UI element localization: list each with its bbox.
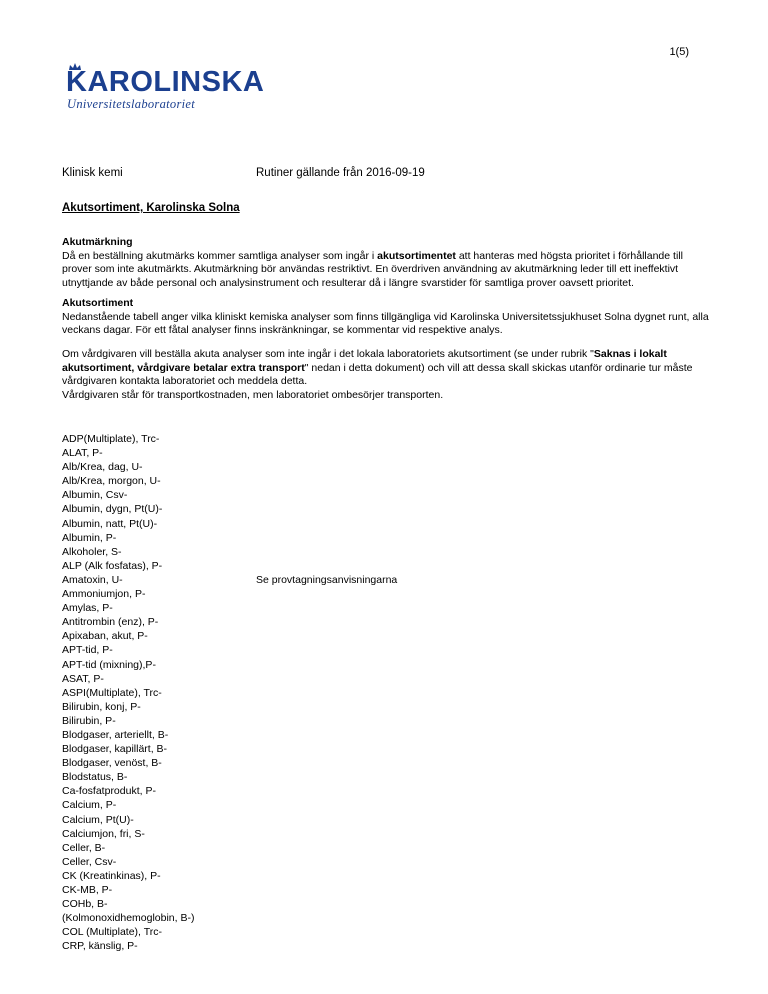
list-item [62, 897, 702, 911]
section-heading: Akutsortiment [62, 297, 134, 309]
list-item [62, 517, 702, 531]
list-item [62, 545, 702, 559]
analysis-name: Albumin, dygn, Pt(U)- [62, 503, 163, 516]
analysis-list [62, 432, 702, 953]
analysis-name: Albumin, natt, Pt(U)- [62, 517, 158, 530]
logo-name: KAROLINSKA [66, 66, 265, 98]
list-item [62, 742, 702, 756]
list-item [62, 672, 702, 686]
analysis-name: Amylas, P- [62, 602, 113, 615]
list-item [62, 446, 702, 460]
page-number: 1(5) [669, 46, 689, 58]
analysis-name: Blodgaser, arteriellt, B- [62, 728, 169, 741]
analysis-name: Calciumjon, fri, S- [62, 827, 145, 840]
karolinska-logo [66, 62, 306, 112]
list-item [62, 925, 702, 939]
list-item [62, 615, 702, 629]
analysis-name: ALAT, P- [62, 447, 103, 460]
analysis-name: CRP, känslig, P- [62, 940, 138, 953]
list-item [62, 686, 702, 700]
list-item [62, 827, 702, 841]
transport-text: Vårdgivaren står för transportkostnaden, men laboratoriet ombesörjer transporten. [62, 388, 444, 401]
list-item [62, 502, 702, 516]
list-item [62, 643, 702, 657]
analysis-name: ADP(Multiplate), Trc- [62, 433, 160, 445]
section-text: Nedanstående tabell anger vilka kliniskt kemiska analyser som finns tillgängliga vid Karolinska Universitetssjukhuset Solna dygnet runt, alla veckans dagar. För ett fåtal analyser finns inskränkningar, se kommentar vid respektive analys. [62, 310, 709, 336]
list-item [62, 756, 702, 770]
list-item [62, 573, 702, 587]
analysis-name: Blodgaser, venöst, B- [62, 757, 162, 770]
list-item [62, 841, 702, 855]
list-item [62, 714, 702, 728]
section-akutsortiment [62, 297, 712, 338]
analysis-name: Blodgaser, kapillärt, B- [62, 743, 168, 756]
list-item [62, 601, 702, 615]
analysis-name: COL (Multiplate), Trc- [62, 926, 162, 939]
analysis-name: APT-tid, P- [62, 644, 113, 657]
analysis-name: Alkoholer, S- [62, 545, 122, 558]
list-item [62, 658, 702, 672]
analysis-name: Albumin, Csv- [62, 489, 128, 502]
analysis-name: Bilirubin, P- [62, 714, 116, 727]
analysis-name: Bilirubin, konj, P- [62, 700, 141, 713]
analysis-name: Albumin, P- [62, 531, 117, 544]
list-item [62, 883, 702, 897]
analysis-name: COHb, B- [62, 898, 108, 911]
list-item [62, 460, 702, 474]
list-item [62, 587, 702, 601]
list-item [62, 770, 702, 784]
document-title: Akutsortiment, Karolinska Solna [62, 202, 240, 214]
list-item [62, 432, 702, 446]
analysis-name: Antitrombin (enz), P- [62, 616, 159, 629]
analysis-name: ASPI(Multiplate), Trc- [62, 686, 162, 699]
analysis-name: Alb/Krea, dag, U- [62, 461, 143, 474]
section-text: Då en beställning akutmärks kommer samtliga analyser som ingår i akutsortimentet att hanteras med högsta prioritet i förhållande till prover som inte akutmärkts. Akutmärkning bör användas restriktivt. En överdriven användning av akutmärkning leder till ett ineffektivt utnyttjande av både personal och analysinstrument och resulterar då i längre svarstider för samtliga prover oavsett prioritet. [62, 249, 683, 289]
list-item [62, 784, 702, 798]
list-item [62, 911, 702, 925]
list-item [62, 939, 702, 953]
list-item [62, 700, 702, 714]
analysis-name: Celler, B- [62, 841, 106, 854]
analysis-comment: Se provtagningsanvisningarna [256, 573, 398, 586]
analysis-name: Alb/Krea, morgon, U- [62, 475, 161, 488]
list-item [62, 855, 702, 869]
list-item [62, 629, 702, 643]
analysis-name: Calcium, P- [62, 799, 117, 812]
analysis-name: Celler, Csv- [62, 855, 117, 868]
section-ordering [62, 348, 712, 402]
analysis-name: Ca-fosfatprodukt, P- [62, 785, 156, 798]
routines-date: Rutiner gällande från 2016-09-19 [256, 167, 425, 179]
analysis-name: Ammoniumjon, P- [62, 588, 146, 601]
list-item [62, 559, 702, 573]
analysis-name: CK (Kreatinkinas), P- [62, 869, 161, 882]
section-akutmarkning [62, 236, 712, 290]
analysis-name: Blodstatus, B- [62, 771, 128, 784]
list-item [62, 488, 702, 502]
list-item [62, 531, 702, 545]
list-item [62, 728, 702, 742]
analysis-name: (Kolmonoxidhemoglobin, B-) [62, 912, 195, 925]
department: Klinisk kemi [62, 167, 123, 179]
analysis-name: Amatoxin, U- [62, 573, 123, 586]
analysis-name: CK-MB, P- [62, 884, 113, 896]
list-item [62, 798, 702, 812]
analysis-name: Calcium, Pt(U)- [62, 813, 134, 826]
list-item [62, 869, 702, 883]
section-heading: Akutmärkning [62, 236, 133, 248]
analysis-name: APT-tid (mixning),P- [62, 658, 156, 671]
list-item [62, 474, 702, 488]
list-item [62, 813, 702, 827]
analysis-name: ASAT, P- [62, 672, 104, 685]
analysis-name: ALP (Alk fosfatas), P- [62, 559, 163, 572]
logo-subtitle: Universitetslaboratoriet [67, 97, 196, 111]
ordering-text: Om vårdgivaren vill beställa akuta analyser som inte ingår i det lokala laboratoriets akutsortiment (se under rubrik "Saknas i lokalt akutsortiment, vårdgivare betalar extra transport" nedan i detta dokument) och vill att dessa skall skickas utanför ordinarie tur måste vårdgivaren kontakta laboratoriet och meddela detta. [62, 348, 693, 387]
analysis-name: Apixaban, akut, P- [62, 630, 148, 643]
